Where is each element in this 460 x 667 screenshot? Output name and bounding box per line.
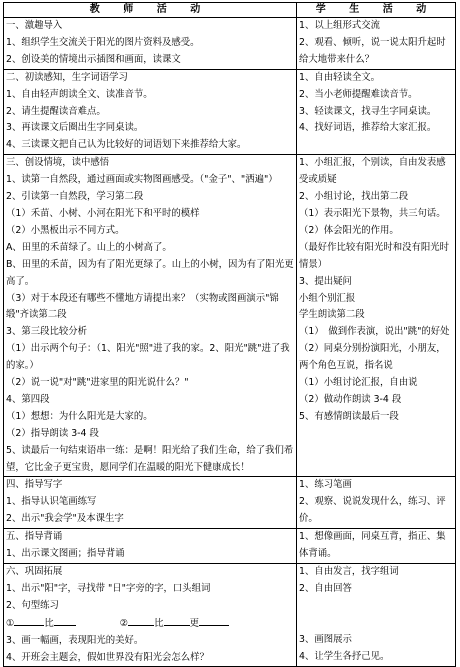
student-step: 1、以上组形式交流 <box>299 20 380 31</box>
student-cell <box>297 69 456 155</box>
student-step: 2、自由回答 <box>299 582 352 594</box>
section-title: 二、初读感知，生字词语学习 <box>6 71 128 83</box>
teacher-cell <box>4 477 297 529</box>
teacher-step: （1）想想：为什么阳光是大家的。 <box>6 410 153 422</box>
student-step: 2、观察、说说发现什么，练习、评价。 <box>299 496 446 525</box>
section-row <box>4 564 456 667</box>
student-step: 1、自由发言，找字组词 <box>299 566 399 577</box>
student-cell <box>297 564 456 667</box>
section-title: 五、指导背诵 <box>6 531 63 543</box>
spacer-line <box>299 598 453 615</box>
teacher-step: （1）禾苗、小树、小河在阳光下和平时的模样 <box>6 207 200 219</box>
student-cell <box>297 18 456 70</box>
spacer-line <box>299 615 453 632</box>
student-step: （2）体会阳光的作用。 <box>299 224 399 236</box>
student-step: 2、观看、倾听，说一说太阳升起时给大地带来什么？ <box>299 36 446 65</box>
section-title: 三、创设情境，读中感悟 <box>6 157 110 169</box>
student-step: 1、练习笔画 <box>299 479 352 491</box>
student-step: （1）表示阳光下景物，共三句话。 <box>299 207 446 219</box>
circle-two-label: ② <box>119 617 129 629</box>
section-row <box>4 529 456 564</box>
student-activity-header: 学 生 活 动 <box>297 3 456 18</box>
student-cell <box>297 529 456 564</box>
teacher-step: 1、出示课文图画；指导背诵 <box>6 548 125 560</box>
teacher-step: 1、自由轻声朗读全文、读准音节。 <box>6 88 153 100</box>
fill-blank <box>128 615 154 626</box>
teacher-step: （3）对于本段还有哪些不懂地方请提出来？（实物或图画演示"锦缎"齐读第二段 <box>6 292 279 321</box>
section-row <box>4 477 456 529</box>
section-title: 六、巩固拓展 <box>6 566 63 577</box>
bi-label: 比 <box>154 617 164 629</box>
student-step: （最好作比较有阳光时和没有阳光时情景） <box>299 241 450 270</box>
teacher-step: （2）小黑板出示不同方式。 <box>6 224 125 236</box>
teacher-step: 2、请生提醒读音难点。 <box>6 105 106 117</box>
teacher-step: 1、指导认识笔画练写 <box>6 496 97 508</box>
teacher-cell <box>4 155 297 477</box>
student-step: 1、想像画面，同桌互背，指正、集体背诵。 <box>299 531 446 560</box>
teacher-step: 4、第四段 <box>6 393 50 405</box>
teacher-cell <box>4 18 297 70</box>
teacher-step: 1、读第一自然段，通过画面或实物图画感受。（"金子"、"洒遍"） <box>6 174 278 186</box>
circle-one-label: ① <box>6 617 15 629</box>
fill-blank <box>14 615 44 626</box>
student-step: 学生朗读第二段 <box>299 309 365 321</box>
teacher-cell <box>4 564 297 667</box>
teacher-step: 1、组织学生交流关于阳光的图片资料及感受。 <box>6 36 200 48</box>
teacher-step: 1、出示"阳"字，寻找带 "日"字旁的字，口头组词 <box>6 582 211 594</box>
teacher-step: （2）说一说"对"跳"进家里的阳光说什么？" <box>6 377 189 389</box>
geng-label: 更 <box>189 617 199 629</box>
teacher-step: 3、画一幅画，表现阳光的美好。 <box>6 634 144 646</box>
teacher-step: 2、句型练习 <box>6 599 59 611</box>
section-title: 一、激趣导入 <box>6 20 63 31</box>
teacher-step: 4、开班会主题会，假如世界没有阳光会怎么样？ <box>6 651 209 663</box>
student-step: 1、小组汇报，个别读，自由发表感受或质疑 <box>299 157 446 186</box>
teacher-step: 2、出示"我会学"及本课生字 <box>6 513 124 525</box>
teacher-step: 3、第三段比较分析 <box>6 326 87 338</box>
section-title: 四、指导写字 <box>6 479 63 491</box>
teacher-step: B、田里的禾苗，因为有了阳光更绿了。山上的小树，因为有了阳光更高了。 <box>6 258 294 287</box>
teacher-activity-header: 教 师 活 动 <box>4 3 297 18</box>
student-step: （2）做动作朗读 3-4 段 <box>299 393 402 405</box>
student-step: 3、画图展示 <box>299 633 352 645</box>
sentence-pattern <box>6 615 294 633</box>
student-step: 4、找好词语，推荐给大家汇报。 <box>299 122 437 134</box>
teacher-cell <box>4 529 297 564</box>
student-step: 5、有感情朗读最后一段 <box>299 410 399 422</box>
student-step: 小组个别汇报 <box>299 292 356 304</box>
teacher-step: 2、引读第一自然段，学习第二段 <box>6 191 144 203</box>
fill-blank <box>164 615 190 626</box>
teacher-step: （1）出示两个句子：（1、阳光"照"进了我的家。2、阳光"跳"进了我的家。） <box>6 343 290 372</box>
header-row <box>4 3 456 18</box>
lesson-plan-table <box>3 2 456 667</box>
section-row <box>4 69 456 155</box>
student-step: （1） 做到作表演，说出"跳"的好处 <box>299 326 450 338</box>
student-step: 1、自由轻读全文。 <box>299 71 380 83</box>
student-cell <box>297 477 456 529</box>
teacher-cell <box>4 69 297 155</box>
teacher-step: 4、三读课文把自己认为比较好的词语划下来推荐给大家。 <box>6 139 247 151</box>
teacher-step: A、田里的禾苗绿了。山上的小树高了。 <box>6 241 172 253</box>
bi-label: 比 <box>44 617 54 629</box>
student-step: 2、小组讨论，找出第二段 <box>299 191 409 203</box>
fill-blank <box>199 615 229 626</box>
teacher-step: 5、读最后一句结束语串一练：是啊！阳光给了我们生命，给了我们希望，它比金子更宝贵，愿同学们在温暖的阳光下健康成长！ <box>6 444 294 473</box>
teacher-step: （2）指导朗读 3-4 段 <box>6 427 99 439</box>
teacher-step: 2、创设美的情境出示插图和画面，读课文 <box>6 53 181 65</box>
section-row <box>4 18 456 70</box>
section-row <box>4 155 456 477</box>
teacher-step: 3、再读课文后圈出生字同桌读。 <box>6 122 144 134</box>
student-step: 4、让学生各抒己见。 <box>299 650 390 662</box>
student-step: 3、提出疑问 <box>299 275 352 287</box>
student-step: 2、当小老师提醒难读音节。 <box>299 88 418 100</box>
student-step: （1）小组讨论汇报，自由说 <box>299 377 418 389</box>
fill-blank <box>54 615 76 626</box>
student-cell <box>297 155 456 477</box>
student-step: 3、轻读课文，找寻生字同桌读。 <box>299 105 437 117</box>
student-step: （2）同桌分别扮演阳光，小朋友，两个角色互说，指名说 <box>299 343 446 372</box>
